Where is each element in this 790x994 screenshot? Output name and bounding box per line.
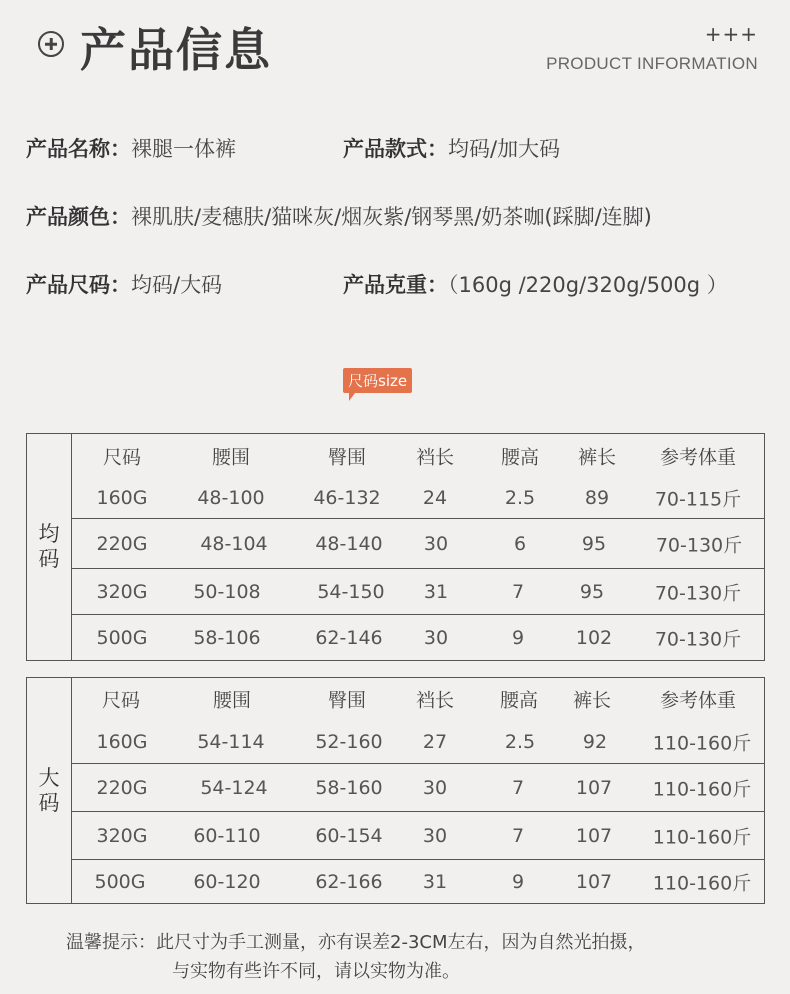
table-cell: 30: [422, 824, 448, 847]
product-name-label: 产品名称：: [26, 137, 131, 161]
group-label-char: 码: [38, 790, 60, 815]
table-cell: 30: [422, 776, 448, 799]
table-cell: 54-114: [197, 730, 265, 753]
column-header: 裆长: [415, 446, 455, 469]
table-cell: 31: [422, 870, 448, 893]
product-name-value: 裸腿一体裤: [131, 137, 236, 161]
table-cell: 30: [423, 532, 449, 555]
table-cell: 2.5: [504, 487, 536, 509]
table-cell: 60-110: [193, 824, 261, 847]
table-cell: 107: [575, 776, 613, 799]
table-cell: 60-154: [315, 824, 383, 847]
product-color: [26, 201, 652, 231]
column-header: 裆长: [415, 689, 455, 712]
table-cell: 48-100: [197, 487, 265, 509]
table-group-label: [27, 678, 72, 903]
table-cell: 110-160斤: [652, 732, 752, 754]
table-cell: 220G: [96, 532, 148, 555]
table-cell: 30: [423, 626, 449, 649]
table-cell: 2.5: [504, 730, 536, 753]
plus-circle-icon: [38, 31, 64, 57]
column-header: 尺码: [101, 689, 141, 712]
table-cell: 107: [575, 824, 613, 847]
size-tag: 尺码size: [343, 368, 412, 393]
page-subtitle: PRODUCT INFORMATION: [546, 54, 758, 73]
table-cell: 50-108: [193, 580, 261, 603]
table-row: [72, 811, 764, 859]
column-header: 裤长: [577, 446, 617, 469]
product-style: [343, 133, 560, 163]
product-color-label: 产品颜色：: [26, 205, 131, 229]
table-row: [72, 518, 764, 568]
table-cell: 31: [423, 580, 449, 603]
table-cell: 160G: [96, 730, 148, 753]
table-cell: 70-130斤: [654, 628, 742, 650]
group-label-char: 码: [38, 547, 60, 571]
table-cell: 62-166: [315, 870, 383, 893]
size-table-regular: [26, 433, 765, 661]
table-cell: 54-124: [200, 776, 268, 799]
product-weight-label: 产品克重：: [343, 273, 448, 297]
table-row: [72, 478, 764, 518]
table-cell: 320G: [96, 824, 148, 847]
table-cell: 102: [575, 626, 613, 649]
product-weight-value: （160g /220g/320g/500g ）: [448, 273, 728, 297]
page-title: 产品信息: [80, 23, 272, 77]
table-cell: 95: [581, 532, 607, 555]
product-weight: [343, 269, 728, 299]
table-cell: 70-130斤: [654, 582, 742, 604]
table-cell: 160G: [96, 487, 148, 509]
table-cell: 500G: [94, 870, 146, 893]
table-header-row: [72, 678, 764, 720]
product-color-value: 裸肌肤/麦穗肤/猫咪灰/烟灰紫/钢琴黑/奶茶咖(踩脚/连脚): [131, 205, 652, 229]
table-cell: 9: [511, 870, 525, 893]
table-cell: 320G: [96, 580, 148, 603]
column-header: 尺码: [102, 446, 142, 469]
table-cell: 24: [422, 487, 448, 509]
table-cell: 7: [511, 824, 525, 847]
table-row: [72, 720, 764, 763]
table-header-row: [72, 434, 764, 478]
table-cell: 110-160斤: [652, 778, 752, 800]
table-cell: 110-160斤: [652, 826, 752, 848]
product-size-value: 均码/大码: [131, 273, 223, 297]
group-label-char: 大: [38, 765, 60, 790]
product-size: [26, 269, 222, 299]
table-cell: 107: [575, 870, 613, 893]
table-cell: 46-132: [313, 487, 381, 509]
table-row: [72, 763, 764, 811]
product-style-label: 产品款式：: [343, 137, 448, 161]
table-row: [72, 568, 764, 614]
column-header: 臀围: [327, 689, 367, 712]
table-cell: 7: [511, 580, 525, 603]
product-name: [26, 133, 236, 163]
column-header: 腰高: [500, 446, 540, 469]
column-header: 腰围: [212, 689, 252, 712]
table-cell: 110-160斤: [652, 872, 752, 894]
size-table-large: [26, 677, 765, 904]
table-cell: 89: [584, 487, 610, 509]
table-cell: 70-115斤: [654, 488, 742, 511]
table-cell: 52-160: [315, 730, 383, 753]
column-header: 臀围: [327, 446, 367, 469]
table-cell: 220G: [96, 776, 148, 799]
column-header: 裤长: [572, 689, 612, 712]
column-header: 参考体重: [659, 689, 737, 712]
table-cell: 70-130斤: [655, 534, 743, 556]
table-cell: 54-150: [317, 580, 385, 603]
column-header: 参考体重: [659, 446, 737, 469]
table-cell: 7: [511, 776, 525, 799]
product-style-value: 均码/加大码: [448, 137, 561, 161]
column-header: 腰围: [211, 446, 251, 469]
table-cell: 48-104: [200, 532, 268, 555]
table-cell: 9: [511, 626, 525, 649]
group-label-char: 均: [38, 522, 60, 546]
table-cell: 27: [422, 730, 448, 753]
table-group-label: [27, 434, 72, 660]
table-cell: 95: [579, 580, 605, 603]
table-cell: 60-120: [193, 870, 261, 893]
note-line-1: 温馨提示：此尺寸为手工测量，亦有误差2-3CM左右，因为自然光拍摄，: [66, 932, 646, 953]
table-row: [72, 859, 764, 903]
header: [0, 0, 790, 100]
product-size-label: 产品尺码：: [26, 273, 131, 297]
table-cell: 58-106: [193, 626, 261, 649]
column-header: 腰高: [499, 689, 539, 712]
table-cell: 92: [582, 730, 608, 753]
table-cell: 6: [513, 532, 527, 555]
note-line-2: 与实物有些许不同，请以实物为准。: [172, 961, 460, 982]
table-row: [72, 614, 764, 660]
table-cell: 48-140: [315, 532, 383, 555]
table-cell: 58-160: [315, 776, 383, 799]
table-cell: 62-146: [315, 626, 383, 649]
header-decoration: +++: [704, 22, 758, 46]
table-cell: 500G: [96, 626, 148, 649]
